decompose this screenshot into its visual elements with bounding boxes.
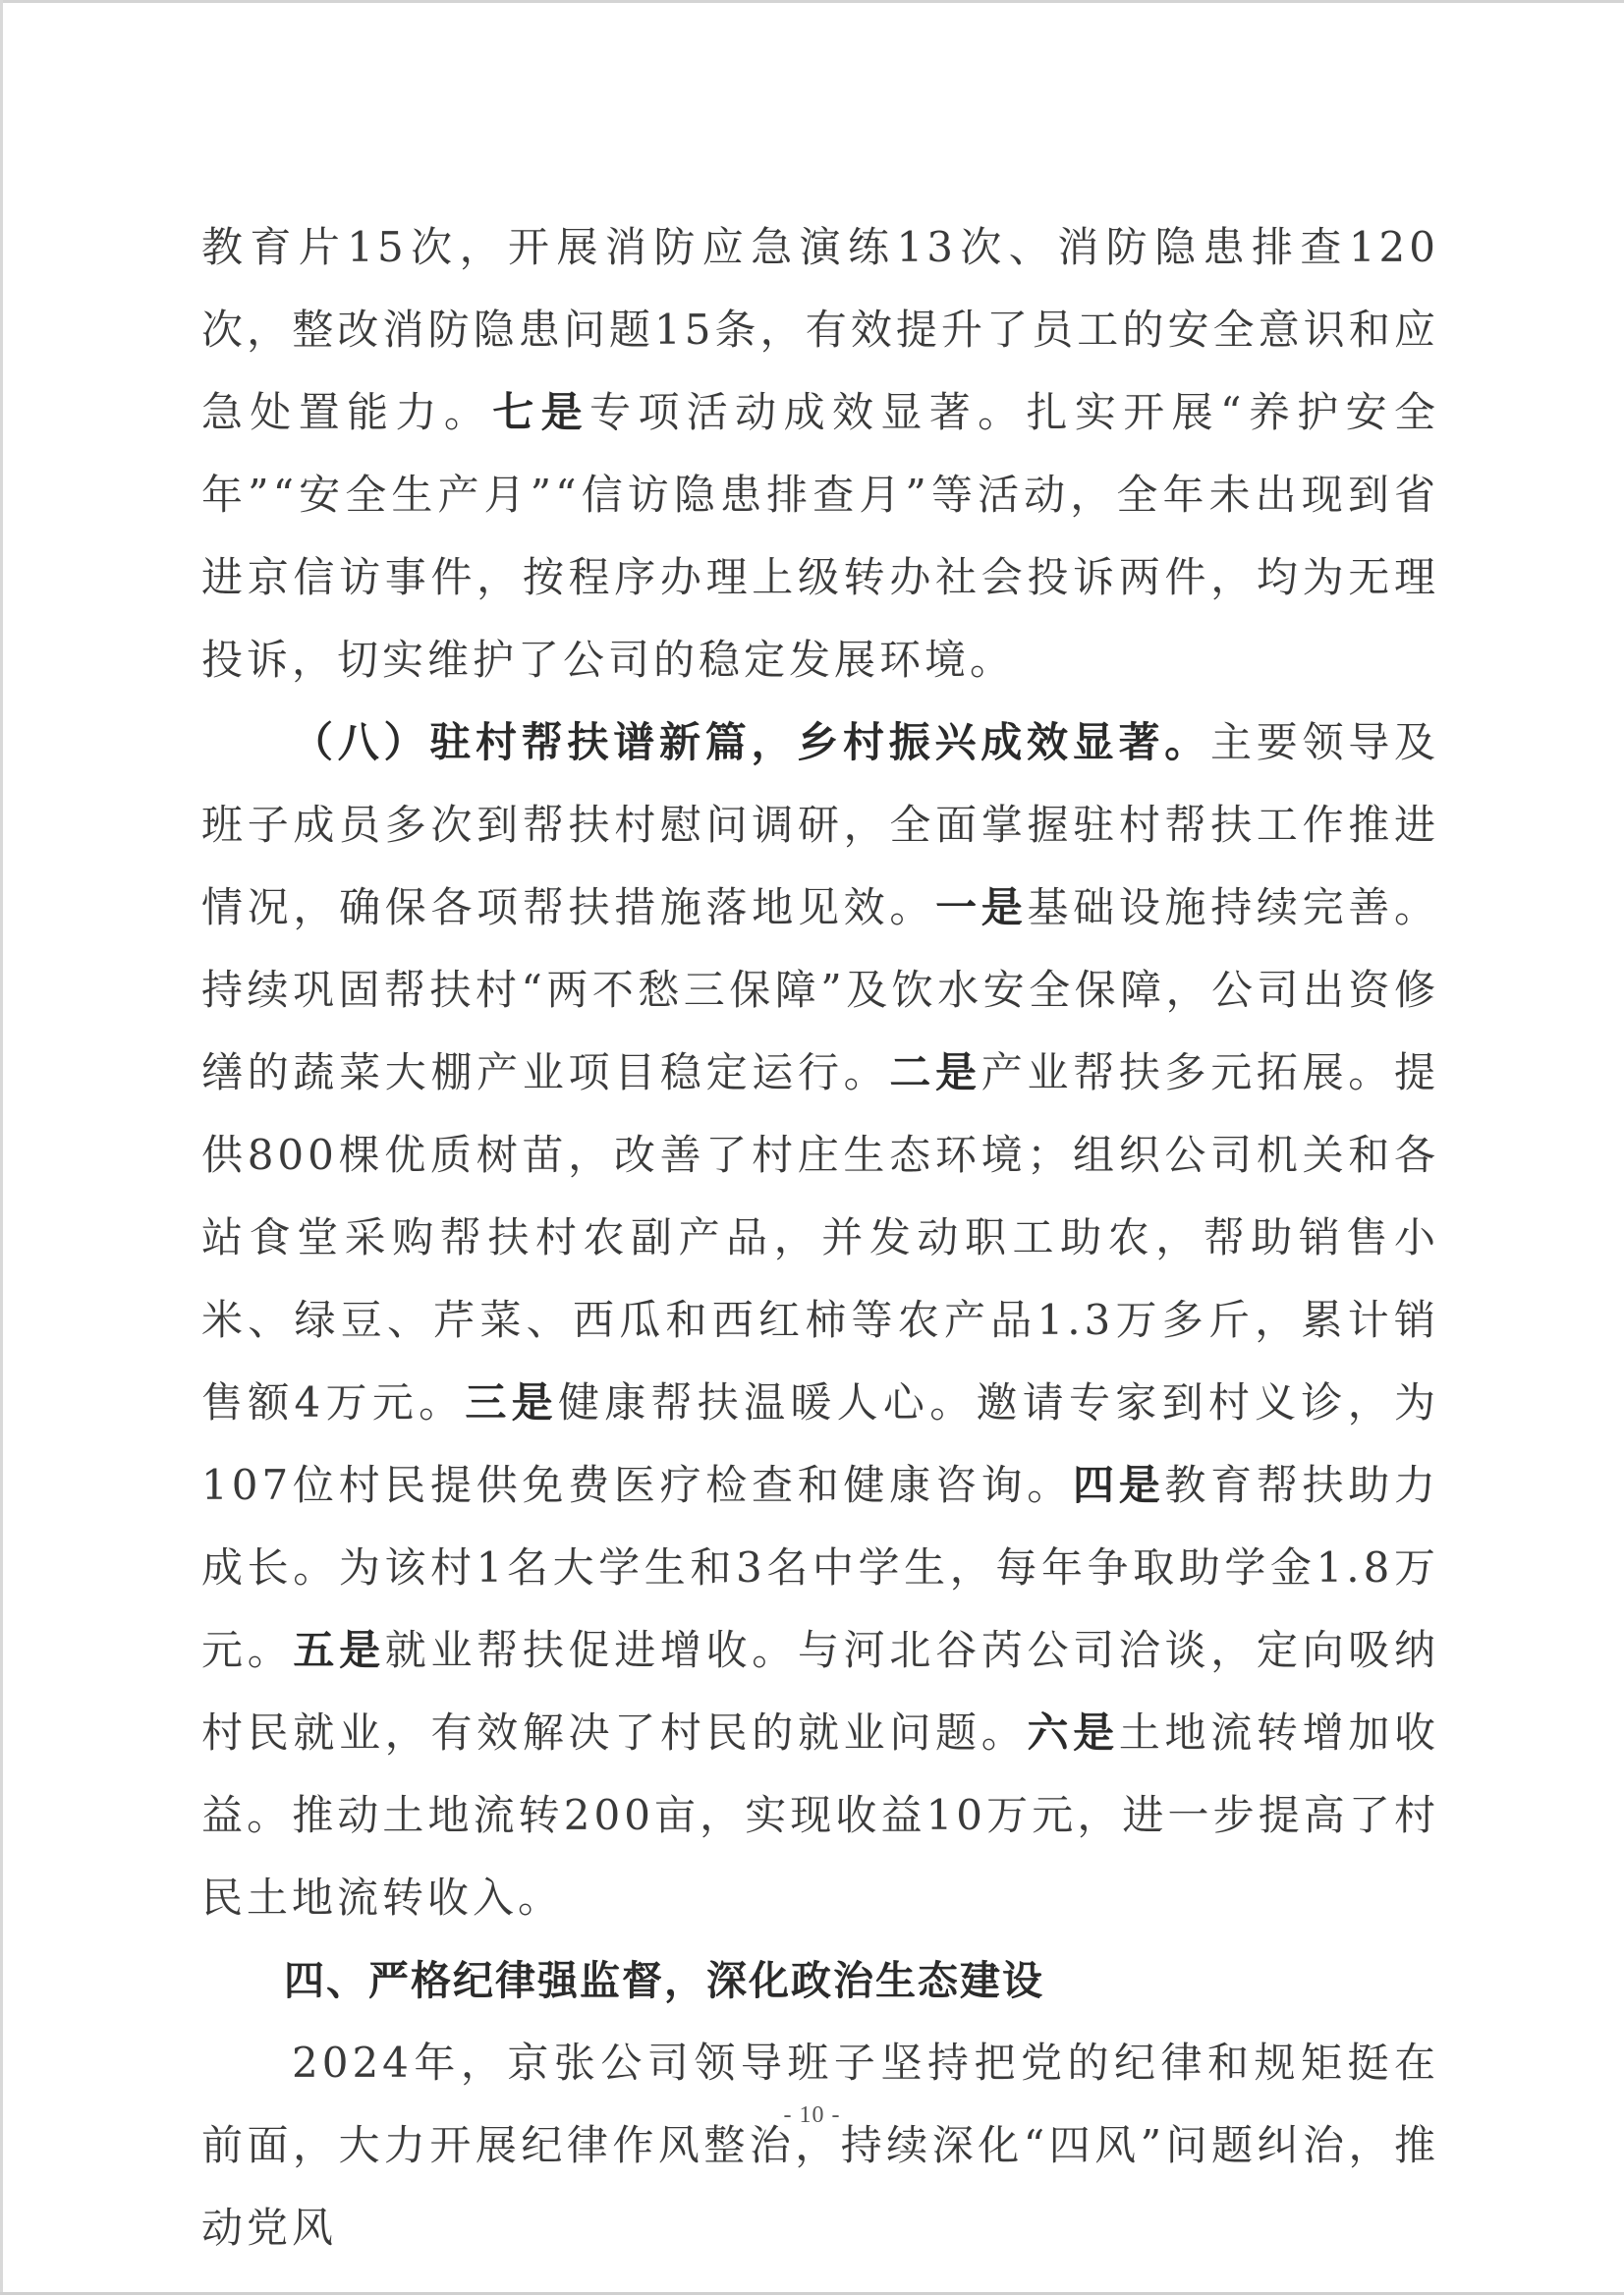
paragraph-text: 2024年，京张公司领导班子坚持把党的纪律和规矩挺在前面，大力开展纪律作风整治，持续深化“四风”问题纠治，推动党风	[201, 2039, 1439, 2252]
item-text-one: 基础设施持续完善。持续巩固帮扶村“两不愁三保障”及饮水安全保障，公司出资修缮的蔬菜大棚产业项目稳定运行。	[201, 883, 1439, 1096]
subsection-heading-eight: （八）驻村帮扶谱新篇，乡村振兴成效显著。	[292, 718, 1210, 766]
item-text-three: 健康帮扶温暖人心。邀请专家到村义诊，为107位村民提供免费医疗检查和健康咨询。	[201, 1378, 1439, 1509]
item-label-three: 三是	[465, 1378, 558, 1427]
document-body	[201, 206, 1439, 2269]
item-text-five: 就业帮扶促进增收。与河北谷芮公司洽谈，定向吸纳村民就业，有效解决了村民的就业问题。	[201, 1626, 1439, 1757]
item-label-one: 一是	[935, 883, 1028, 931]
page-edge-top	[0, 0, 1624, 3]
item-text-six: 土地流转增加收益。推动土地流转200亩，实现收益10万元，进一步提高了村民土地流转收入。	[201, 1708, 1439, 1922]
item-label-seven: 七是	[492, 388, 590, 436]
paragraph-text: 教育片15次，开展消防应急演练13次、消防隐患排查120次，整改消防隐患问题15条，有效提升了员工的安全意识和应急处置能力。	[201, 223, 1439, 436]
item-text-four: 教育帮扶助力成长。为该村1名大学生和3名中学生，每年争取助学金1.8万元。	[201, 1461, 1439, 1674]
paragraph-safety-continuation	[201, 206, 1439, 701]
item-label-six: 六是	[1027, 1708, 1119, 1757]
page-number: - 10 -	[783, 2102, 841, 2128]
section-heading-four: 四、严格纪律强监督，深化政治生态建设	[284, 1957, 1044, 2004]
item-label-five: 五是	[293, 1626, 385, 1674]
paragraph-village-assistance	[201, 701, 1439, 1939]
item-label-two: 二是	[889, 1048, 981, 1096]
item-text-seven: 专项活动成效显著。扎实开展“养护安全年”“安全生产月”“信访隐患排查月”等活动，全年未出现到省进京信访事件，按程序办理上级转办社会投诉两件，均为无理投诉，切实维护了公司的稳定发展环境。	[201, 388, 1439, 684]
paragraph-discipline	[201, 2022, 1439, 2269]
item-label-four: 四是	[1072, 1461, 1165, 1509]
page-edge-left	[0, 0, 3, 2295]
paragraph-intro: 主要领导及班子成员多次到帮扶村慰问调研，全面掌握驻村帮扶工作推进情况，确保各项帮扶措施落地见效。	[201, 718, 1439, 931]
item-text-two: 产业帮扶多元拓展。提供800棵优质树苗，改善了村庄生态环境；组织公司机关和各站食堂采购帮扶村农副产品，并发动职工助农，帮助销售小米、绿豆、芹菜、西瓜和西红柿等农产品1.3万多斤，累计销售额4万元。	[201, 1048, 1439, 1427]
